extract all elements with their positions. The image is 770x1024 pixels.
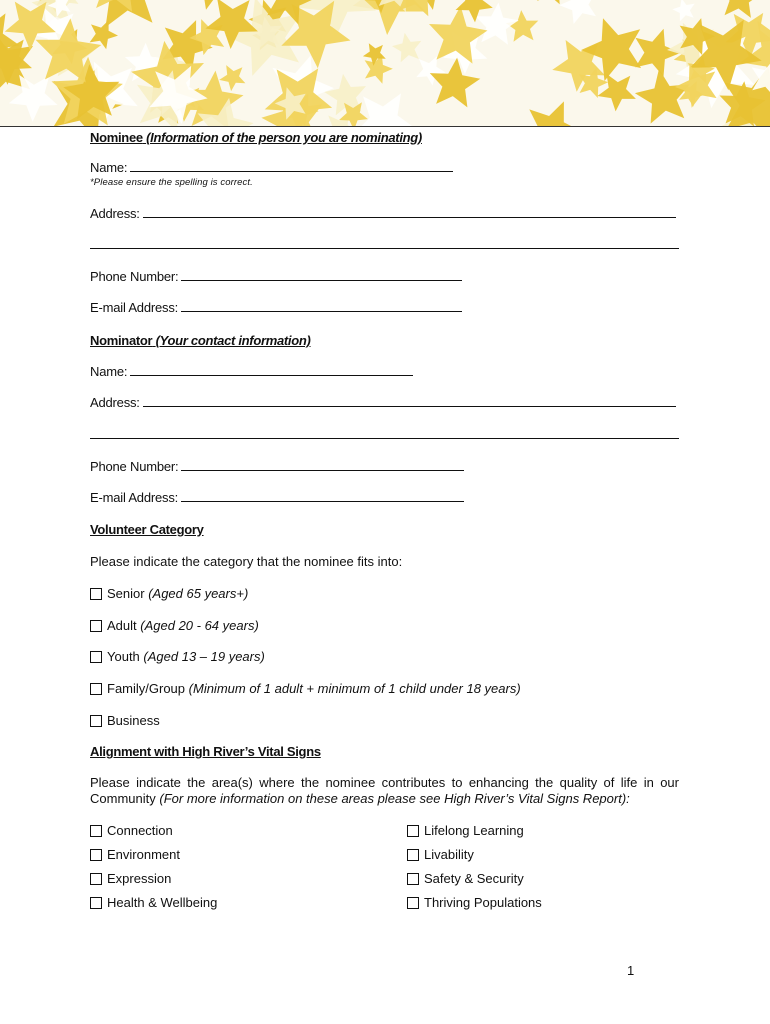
checkbox[interactable]	[90, 873, 102, 885]
checkbox[interactable]	[90, 897, 102, 909]
nominator-heading: Nominator (Your contact information)	[90, 333, 311, 348]
nominator-name-label: Name:	[90, 364, 128, 379]
checkbox[interactable]	[90, 683, 102, 695]
nominee-phone-field[interactable]	[181, 269, 462, 281]
nominator-phone-label: Phone Number:	[90, 459, 179, 474]
nominator-phone-row	[90, 459, 464, 474]
nominee-address-field[interactable]	[143, 206, 676, 218]
nominee-email-field[interactable]	[181, 300, 462, 312]
nominator-phone-field[interactable]	[181, 459, 464, 471]
nominator-name-field[interactable]	[130, 364, 413, 376]
checkbox[interactable]	[407, 825, 419, 837]
checkbox[interactable]	[90, 825, 102, 837]
area-option-connection[interactable]: Connection	[90, 823, 173, 838]
volunteer-category-heading: Volunteer Category	[90, 522, 204, 537]
nominee-address-label: Address:	[90, 206, 140, 221]
page-number: 1	[627, 963, 635, 978]
area-option-expression[interactable]: Expression	[90, 871, 171, 886]
spelling-note: *Please ensure the spelling is correct.	[90, 177, 253, 188]
stars-illustration	[0, 0, 770, 126]
category-option-adult[interactable]: Adult (Aged 20 - 64 years)	[90, 618, 259, 633]
nominator-email-label: E-mail Address:	[90, 490, 179, 505]
nominator-address-row	[90, 395, 676, 410]
nominee-address-line2[interactable]	[90, 248, 679, 249]
category-option-youth[interactable]: Youth (Aged 13 – 19 years)	[90, 649, 265, 664]
nominator-name-row	[90, 364, 413, 379]
nominator-email-field[interactable]	[181, 490, 464, 502]
nominator-email-row	[90, 490, 464, 505]
checkbox[interactable]	[90, 849, 102, 861]
alignment-heading: Alignment with High River’s Vital Signs	[90, 744, 321, 759]
star-banner	[0, 0, 770, 126]
checkbox[interactable]	[407, 897, 419, 909]
area-option-health-wellbeing[interactable]: Health & Wellbeing	[90, 895, 217, 910]
banner-divider	[0, 126, 770, 127]
nominee-email-row	[90, 300, 462, 315]
checkbox[interactable]	[90, 620, 102, 632]
nominee-email-label: E-mail Address:	[90, 300, 179, 315]
area-option-environment[interactable]: Environment	[90, 847, 180, 862]
volunteer-category-prompt: Please indicate the category that the nominee fits into:	[90, 554, 403, 569]
nominee-address-row	[90, 206, 676, 221]
area-option-lifelong-learning[interactable]: Lifelong Learning	[407, 823, 524, 838]
nominee-name-field[interactable]	[130, 160, 453, 172]
nominee-phone-row	[90, 269, 462, 284]
nominator-address-field[interactable]	[143, 395, 676, 407]
area-option-thriving-populations[interactable]: Thriving Populations	[407, 895, 542, 910]
checkbox[interactable]	[90, 715, 102, 727]
nominator-address-label: Address:	[90, 395, 140, 410]
nominee-phone-label: Phone Number:	[90, 269, 179, 284]
checkbox[interactable]	[90, 651, 102, 663]
nominee-name-label: Name:	[90, 160, 128, 175]
checkbox[interactable]	[90, 588, 102, 600]
nominee-heading: Nominee (Information of the person you are nominating)	[90, 130, 422, 145]
category-option-business[interactable]: Business	[90, 713, 160, 728]
area-option-livability[interactable]: Livability	[407, 847, 474, 862]
category-option-senior[interactable]: Senior (Aged 65 years+)	[90, 586, 248, 601]
category-option-family-group[interactable]: Family/Group (Minimum of 1 adult + minimum of 1 child under 18 years)	[90, 681, 521, 696]
checkbox[interactable]	[407, 849, 419, 861]
checkbox[interactable]	[407, 873, 419, 885]
alignment-prompt: Please indicate the area(s) where the nominee contributes to enhancing the quality of life in our Community (For more information on these areas please see High River’s Vital Signs Report):	[90, 775, 679, 806]
nominee-name-row	[90, 160, 453, 175]
area-option-safety-security[interactable]: Safety & Security	[407, 871, 524, 886]
nominator-address-line2[interactable]	[90, 438, 679, 439]
